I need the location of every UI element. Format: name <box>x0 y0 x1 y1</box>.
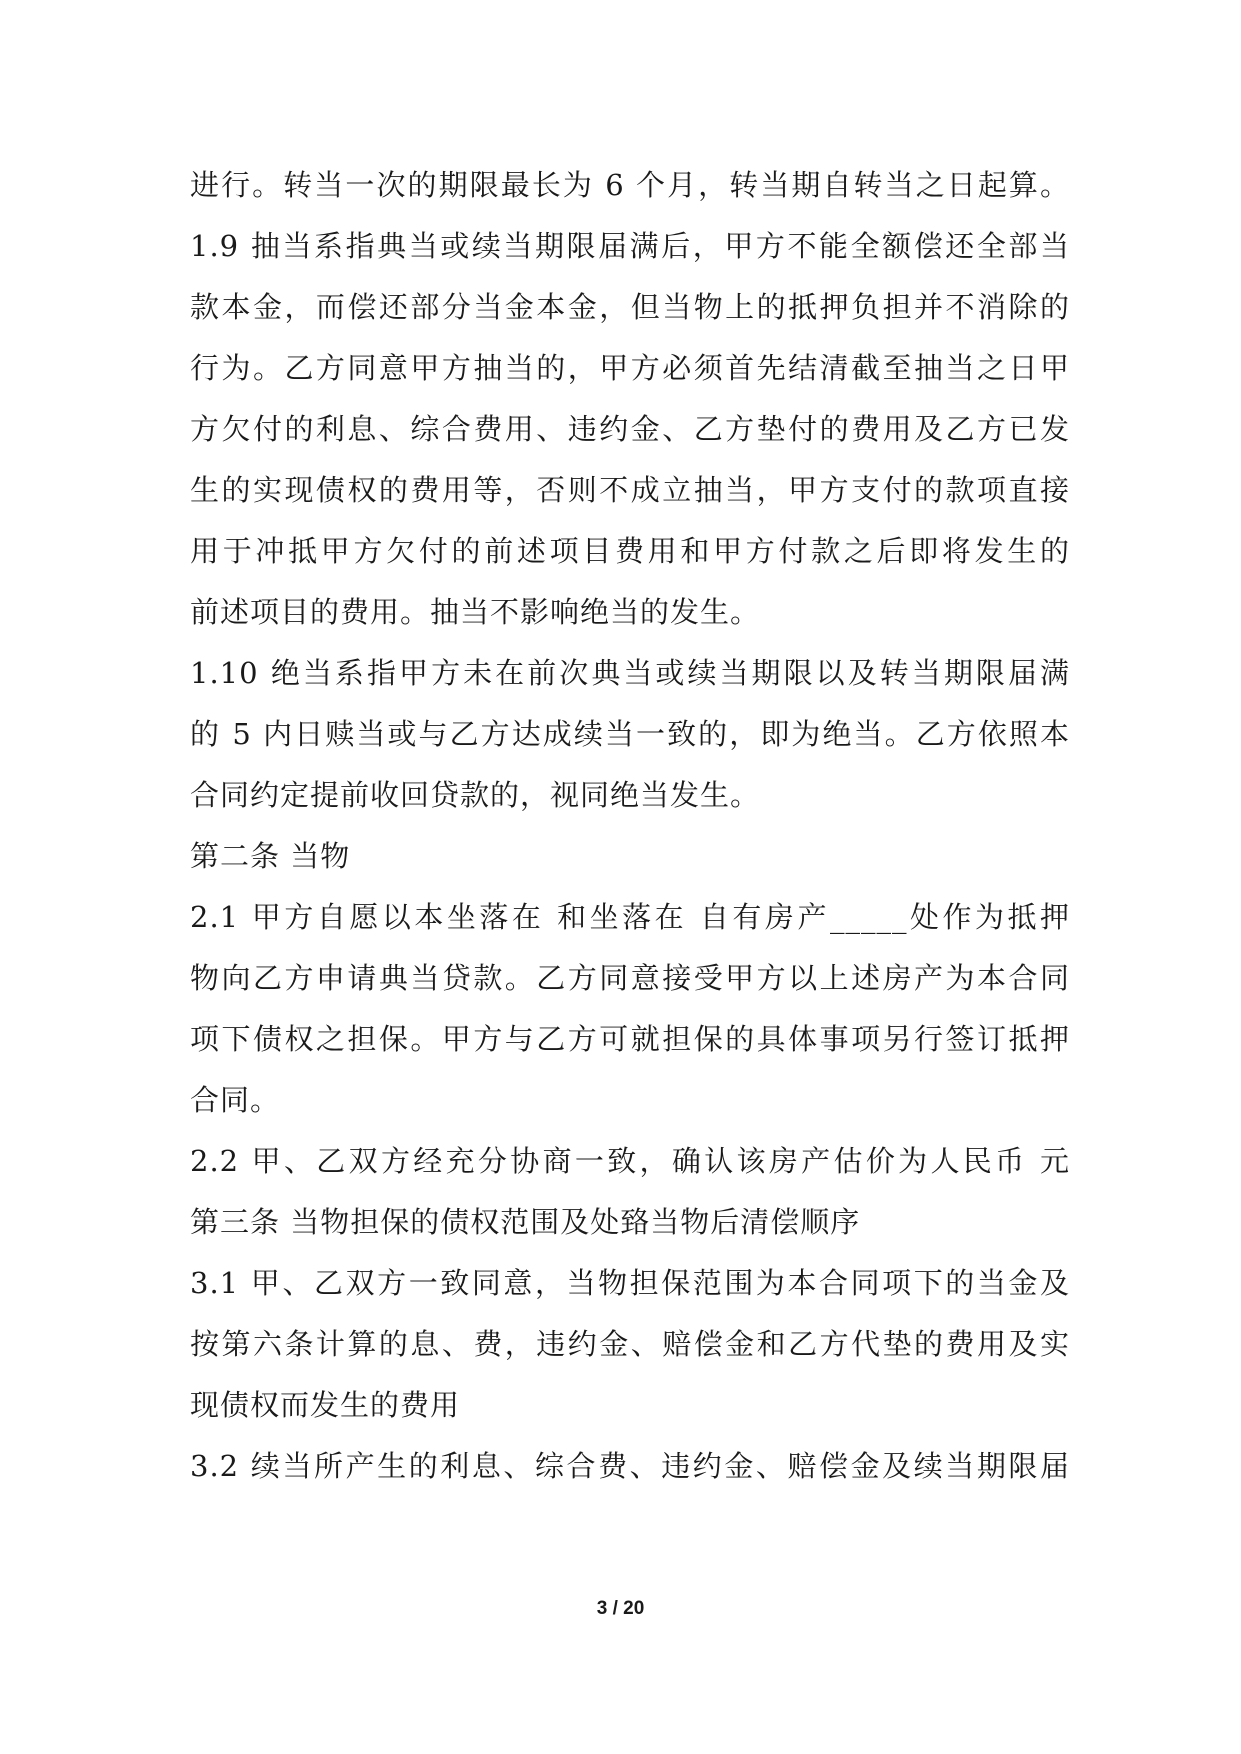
text-line: 款本金，而偿还部分当金本金，但当物上的抵押负担并不消除的 <box>190 290 1070 324</box>
text-line: 2.2 甲、乙双方经充分协商一致，确认该房产估价为人民币 元 <box>190 1144 1070 1178</box>
text-line: 项下债权之担保。甲方与乙方可就担保的具体事项另行签订抵押 <box>190 1022 1070 1056</box>
text-line: 2.1 甲方自愿以本坐落在 和坐落在 自有房产_____处作为抵押 <box>190 900 1070 934</box>
text-line: 现债权而发生的费用 <box>190 1388 461 1422</box>
text-line: 3.2 续当所产生的利息、综合费、违约金、赔偿金及续当期限届 <box>190 1449 1070 1483</box>
text-line: 1.9 抽当系指典当或续当期限届满后，甲方不能全额偿还全部当 <box>190 229 1070 263</box>
text-line: 3.1 甲、乙双方一致同意，当物担保范围为本合同项下的当金及 <box>190 1266 1070 1300</box>
text-line: 生的实现债权的费用等，否则不成立抽当，甲方支付的款项直接 <box>190 473 1070 507</box>
text-line: 按第六条计算的息、费，违约金、赔偿金和乙方代垫的费用及实 <box>190 1327 1070 1361</box>
page-number: 3 / 20 <box>596 1598 645 1619</box>
text-line: 进行。转当一次的期限最长为 6 个月，转当期自转当之日起算。 <box>190 168 1070 202</box>
text-line: 的 5 内日赎当或与乙方达成续当一致的，即为绝当。乙方依照本 <box>190 717 1070 751</box>
text-line: 物向乙方申请典当贷款。乙方同意接受甲方以上述房产为本合同 <box>190 961 1070 995</box>
text-line: 用于冲抵甲方欠付的前述项目费用和甲方付款之后即将发生的 <box>190 534 1070 568</box>
text-line: 合同约定提前收回贷款的，视同绝当发生。 <box>190 778 761 812</box>
text-line: 前述项目的费用。抽当不影响绝当的发生。 <box>190 595 761 629</box>
section-heading: 第三条 当物担保的债权范围及处臵当物后清偿顺序 <box>190 1205 861 1239</box>
text-line: 行为。乙方同意甲方抽当的，甲方必须首先结清截至抽当之日甲 <box>190 351 1070 385</box>
body-text <box>190 155 1070 1497</box>
section-heading: 第二条 当物 <box>190 839 351 873</box>
text-line: 方欠付的利息、综合费用、违约金、乙方垫付的费用及乙方已发 <box>190 412 1070 446</box>
text-line: 1.10 绝当系指甲方未在前次典当或续当期限以及转当期限届满 <box>190 656 1070 690</box>
text-line: 合同。 <box>190 1083 281 1117</box>
